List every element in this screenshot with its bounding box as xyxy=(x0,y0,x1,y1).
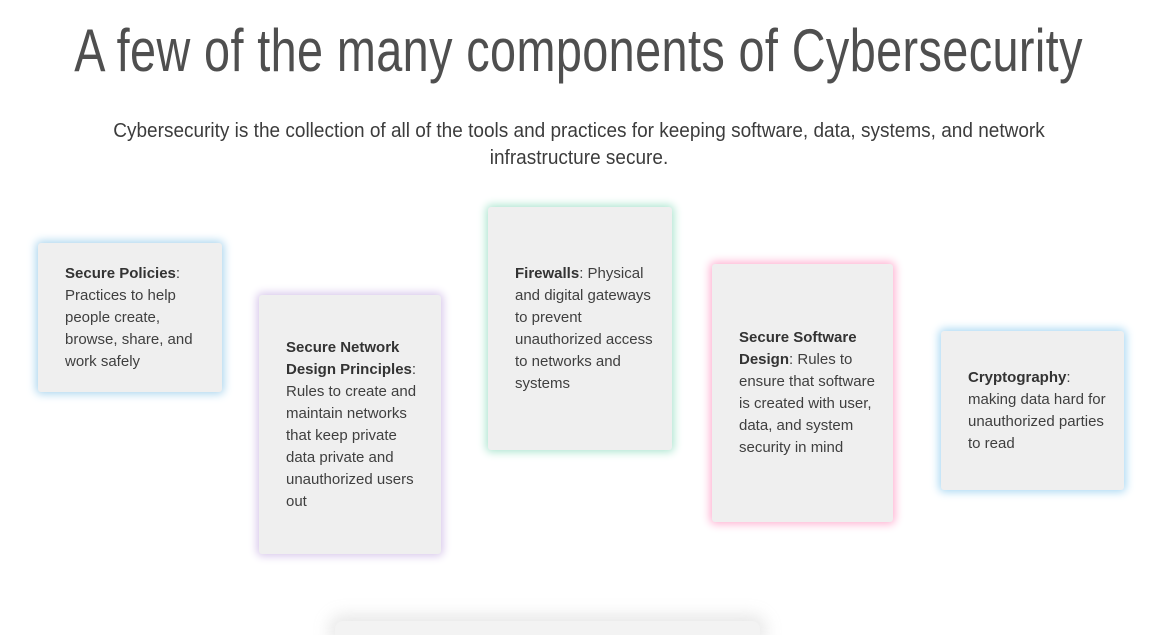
component-term: Secure Software Design xyxy=(739,329,857,368)
component-term-separator: : xyxy=(579,264,588,282)
page-title-text: A few of the many components of Cybersecurity xyxy=(74,17,1083,84)
component-term: Cryptography xyxy=(968,368,1067,386)
component-card xyxy=(941,331,1124,490)
component-term-separator: : xyxy=(1066,368,1071,386)
component-term-separator: : xyxy=(789,351,798,368)
page-subtitle-text: Cybersecurity is the collection of all of the tools and practices for keeping software, data, systems, and network infrastructure secure. xyxy=(112,120,1045,169)
component-description: Rules to ensure that software is created with user, data, and system security in mind xyxy=(739,351,875,456)
component-term: Firewalls xyxy=(515,264,580,282)
component-description: Physical and digital gateways to prevent unauthorized access to networks and systems xyxy=(515,264,653,392)
component-card xyxy=(259,295,441,554)
component-description: Practices to help people create, browse, share, and work safely xyxy=(65,286,193,370)
component-term-separator: : xyxy=(175,264,181,282)
component-description: Rules to create and maintain networks that keep private data private and unauthorized users out xyxy=(286,382,417,510)
component-text xyxy=(65,263,206,373)
component-card xyxy=(488,207,672,450)
component-text xyxy=(739,327,877,459)
component-description: making data hard for unauthorized parties to read xyxy=(968,390,1106,452)
component-text xyxy=(286,337,425,513)
component-term: Secure Policies xyxy=(65,264,176,282)
component-text xyxy=(968,367,1108,455)
component-term: Secure Network Design Principles xyxy=(286,338,412,378)
component-text xyxy=(515,263,656,395)
component-term-separator: : xyxy=(411,360,417,378)
component-card xyxy=(712,264,893,522)
partial-card-bottom xyxy=(335,621,760,635)
component-card xyxy=(38,243,222,392)
